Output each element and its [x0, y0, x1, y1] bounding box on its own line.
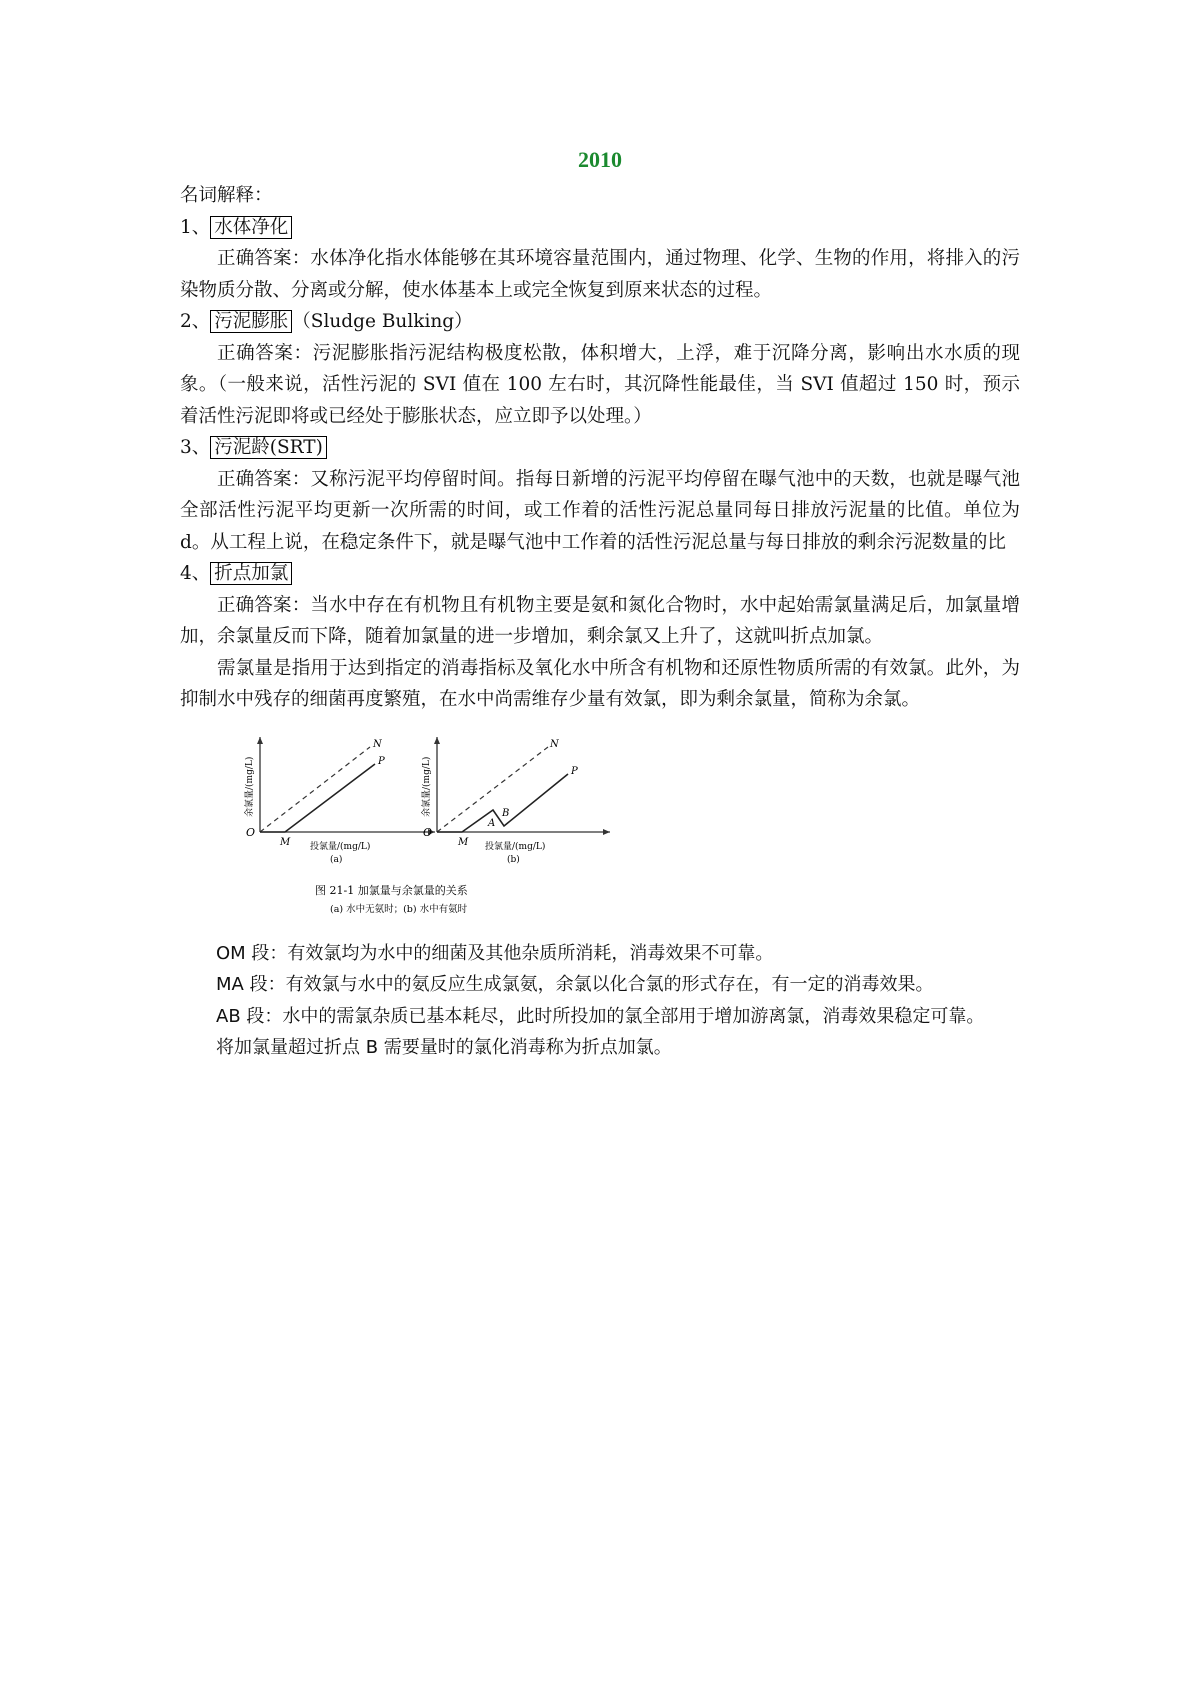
y-axis-label: 余氯量/(mg/L)	[422, 756, 432, 817]
document-page	[180, 140, 1020, 1064]
panel-b-label: (b)	[507, 854, 520, 865]
point-n-label: N	[373, 738, 382, 750]
term-number: 2、	[180, 311, 211, 332]
point-m-label: M	[280, 836, 291, 848]
page-title: 2010	[578, 147, 622, 172]
chlorination-figure	[230, 722, 650, 932]
figure-caption: 图 21-1 加氯量与余氯量的关系	[315, 883, 468, 897]
y-axis-label: 余氯量/(mg/L)	[245, 756, 255, 817]
panel-b	[420, 737, 610, 865]
point-n-label: N	[550, 738, 559, 750]
x-axis-label: 投氯量/(mg/L)	[485, 841, 546, 852]
point-b-label: B	[502, 807, 510, 819]
term-number: 4、	[180, 563, 211, 584]
y-axis-arrow	[434, 737, 440, 744]
figure-subcaption: (a) 水中无氨时；(b) 水中有氨时	[330, 903, 468, 915]
term-title: 污泥膨胀	[210, 310, 292, 333]
point-m-label: M	[458, 836, 469, 848]
segment-ma: MA 段：有效氯与水中的氨反应生成氯氨，余氯以化合氯的形式存在，有一定的消毒效果。	[216, 974, 934, 995]
point-a-label: A	[488, 817, 496, 829]
term-title: 水体净化	[210, 216, 292, 239]
x-axis-arrow	[603, 829, 610, 835]
term-heading-1	[180, 212, 1020, 244]
residual-line-p	[260, 764, 375, 832]
term-answer-extra: 需氯量是指用于达到指定的消毒指标及氧化水中所含有机物和还原性物质所需的有效氯。此外，为抑制水中残存的细菌再度繁殖，在水中尚需维存少量有效氯，即为剩余氯量，简称为余氯。	[180, 657, 1020, 710]
demand-line-n	[260, 747, 370, 832]
term-title: 污泥龄(SRT)	[210, 436, 327, 459]
figure-svg	[230, 722, 650, 932]
term-number: 3、	[180, 437, 211, 458]
origin-label: O	[246, 825, 256, 839]
term-title: 折点加氯	[210, 562, 292, 585]
segment-om: OM 段：有效氯均为水中的细菌及其他杂质所消耗，消毒效果不可靠。	[216, 942, 774, 964]
term-answer: 正确答案：污泥膨胀指污泥结构极度松散，体积增大，上浮，难于沉降分离，影响出水水质的现象。（一般来说，活性污泥的 SVI 值在 100 左右时，其沉降性能最佳，当 SVI 值超过 150 时，预示着活性污泥即将或已经处于膨胀状态，应立即予以处理。）	[180, 342, 1020, 427]
term-heading-3	[180, 432, 1020, 464]
term-heading-4	[180, 558, 1020, 590]
point-p-label: P	[571, 765, 578, 777]
x-axis-label: 投氯量/(mg/L)	[310, 841, 371, 852]
term-answer: 正确答案：水体净化指水体能够在其环境容量范围内，通过物理、化学、生物的作用，将排入的污染物质分散、分离或分解，使水体基本上或完全恢复到原来状态的过程。	[180, 248, 1020, 301]
residual-line-p	[437, 774, 568, 832]
section-label: 名词解释：	[180, 185, 273, 206]
term-answer: 正确答案：当水中存在有机物且有机物主要是氨和氮化合物时，水中起始需氯量满足后，加氯量增加，余氯量反而下降，随着加氯量的进一步增加，剩余氯又上升了，这就叫折点加氯。	[180, 594, 1020, 647]
panel-a	[243, 737, 435, 865]
term-answer: 正确答案：又称污泥平均停留时间。指每日新增的污泥平均停留在曝气池中的天数，也就是曝气池全部活性污泥平均更新一次所需的时间，或工作着的活性污泥总量同每日排放污泥量的比值。单位为 d。从工程上说，在稳定条件下，就是曝气池中工作着的活性污泥总量与每日排放的剩余污泥数量的比	[180, 468, 1020, 553]
term-number: 1、	[180, 216, 211, 238]
point-p-label: P	[378, 755, 385, 767]
y-axis-arrow	[257, 737, 263, 744]
origin-label: O	[423, 825, 433, 839]
term-suffix: （Sludge Bulking）	[292, 311, 473, 332]
breakpoint-conclusion: 将加氯量超过折点 B 需要量时的氯化消毒称为折点加氯。	[216, 1037, 672, 1058]
panel-a-label: (a)	[330, 854, 343, 865]
term-heading-2	[180, 306, 1020, 338]
segment-ab: AB 段：水中的需氯杂质已基本耗尽，此时所投加的氯全部用于增加游离氯，消毒效果稳定可靠。	[216, 1005, 985, 1027]
